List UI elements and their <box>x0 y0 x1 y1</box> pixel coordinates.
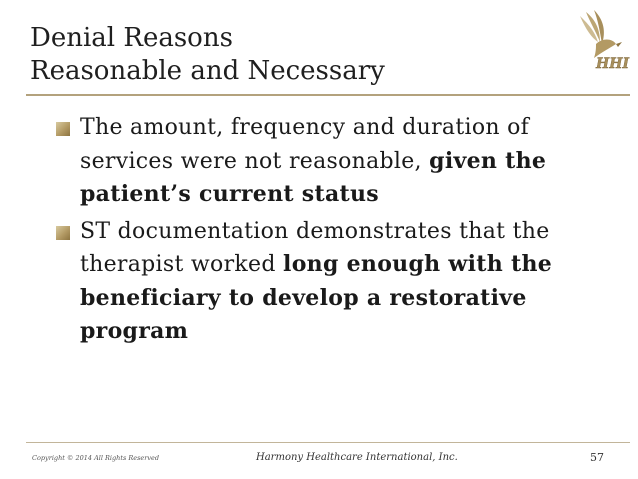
bullet-text <box>80 216 604 349</box>
square-bullet-icon <box>56 226 70 240</box>
title-divider <box>26 94 630 96</box>
bullet-list <box>56 112 604 353</box>
bullet-text <box>80 112 604 212</box>
title-line-1: Denial Reasons <box>30 23 233 53</box>
bullet-bold-text: long enough with the beneficiary to develop a restorative program <box>80 251 553 344</box>
footer-company: Harmony Healthcare International, Inc. <box>256 452 458 463</box>
bullet-item <box>56 112 604 212</box>
slide-title <box>30 22 385 88</box>
bullet-plain-text: ST documentation demonstrates that the therapist worked <box>80 218 550 277</box>
title-line-2: Reasonable and Necessary <box>30 56 385 86</box>
page-number: 57 <box>590 451 604 464</box>
square-bullet-icon <box>56 122 70 136</box>
bullet-plain-text: The amount, frequency and duration of services were not reasonable, <box>80 115 530 174</box>
hhi-dove-logo <box>566 8 634 78</box>
footer-divider <box>26 442 630 443</box>
bullet-bold-text: given the patient’s current status <box>80 147 547 207</box>
bullet-item <box>56 216 604 349</box>
logo-text: HHI <box>596 56 630 72</box>
footer-copyright: Copyright © 2014 All Rights Reserved <box>32 454 160 462</box>
